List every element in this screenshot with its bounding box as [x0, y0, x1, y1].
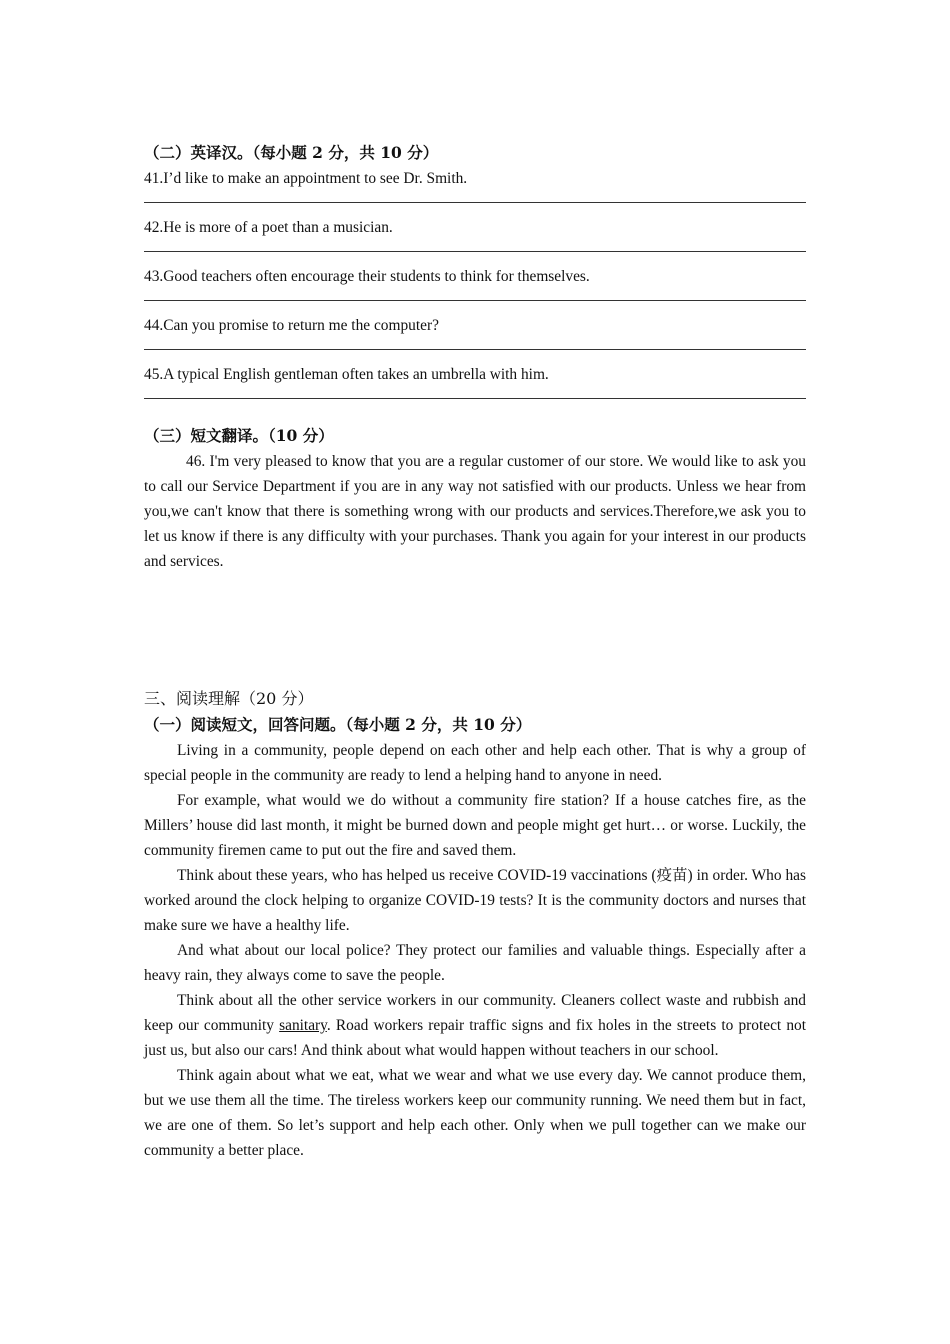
question-45: 45.A typical English gentleman often takes an umbrella with him.: [144, 366, 549, 383]
section-2-heading: （二）英译汉。（每小题 2 分，共 10 分）: [144, 143, 439, 162]
answer-line-42[interactable]: [144, 251, 806, 252]
underlined-word-sanitary: sanitary: [279, 1017, 327, 1034]
question-43: 43.Good teachers often encourage their students to think for themselves.: [144, 268, 590, 285]
spacer: [144, 411, 806, 423]
translation-passage-46: 46. I'm very pleased to know that you are a regular customer of our store. We would like to ask you to call our Service Department if you are in any way not satisfied with our products. Unless we hear from you,we can't know that there is something wrong with our products and services.Therefore,we ask you to let us know if there is any difficulty with your purchases. Thank you again for your interest in our products and services.: [144, 453, 806, 570]
answer-line-45[interactable]: [144, 398, 806, 399]
reading-paragraph-6: Think again about what we eat, what we wear and what we use every day. We cannot produce them, but we use them all the time. The tireless workers keep our community running. We need them but in fact, we are one of them. So let’s support and help each other. Only when we pull together can we make our community a better place.: [144, 1067, 806, 1159]
reading-paragraph-5: [144, 988, 806, 1063]
question-44: 44.Can you promise to return me the computer?: [144, 317, 439, 334]
document-page: [144, 140, 806, 1163]
answer-space: [144, 574, 806, 686]
reading-sub-heading: （一）阅读短文，回答问题。（每小题 2 分，共 10 分）: [144, 715, 532, 734]
answer-line-43[interactable]: [144, 300, 806, 301]
section-3-heading: （三）短文翻译。（10 分）: [144, 426, 334, 445]
part-3-title: 三、阅读理解（20 分）: [144, 689, 314, 708]
question-41: 41.I’d like to make an appointment to see Dr. Smith.: [144, 170, 468, 187]
answer-line-44[interactable]: [144, 349, 806, 350]
reading-paragraph-1: Living in a community, people depend on each other and help each other. That is why a group of special people in the community are ready to lend a helping hand to anyone in need.: [144, 742, 806, 784]
answer-line-41[interactable]: [144, 202, 806, 203]
reading-paragraph-4: And what about our local police? They protect our families and valuable things. Especially after a heavy rain, they always come to save the people.: [144, 942, 806, 984]
p5-text-before: Think about all the other service workers in our community. Cleaners collect waste and rubbish and keep our community: [144, 992, 806, 1034]
p5-text-after: . Road workers repair traffic signs and fix holes in the streets to protect not just us, but also our cars! And think about what would happen without teachers in our school.: [144, 1017, 807, 1059]
question-42: 42.He is more of a poet than a musician.: [144, 219, 393, 236]
reading-paragraph-2: For example, what would we do without a community fire station? If a house catches fire, as the Millers’ house did last month, it might be burned down and people might get hurt… or worse. Luckily, the community firemen came to put out the fire and saved them.: [144, 792, 806, 859]
reading-paragraph-3: Think about these years, who has helped us receive COVID-19 vaccinations (疫苗) in order. Who has worked around the clock helping to organize COVID-19 tests? It is the community doctors and nurses that make sure we have a healthy life.: [144, 867, 806, 934]
